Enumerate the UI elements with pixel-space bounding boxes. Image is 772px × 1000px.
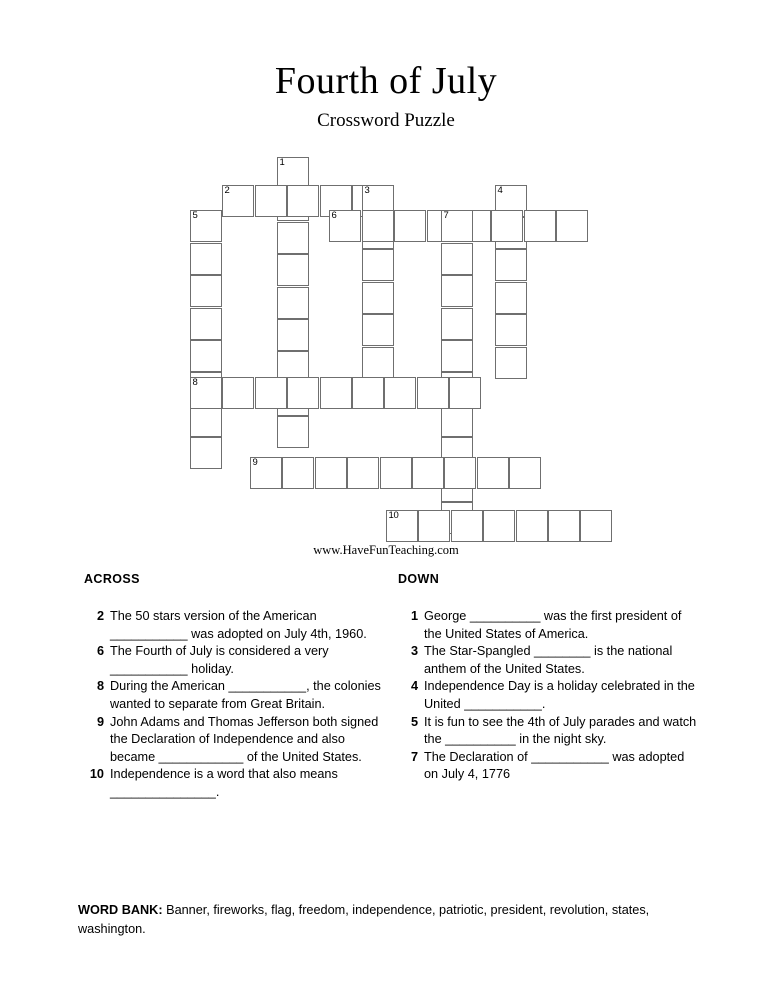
down-clues-column (398, 572, 698, 784)
crossword-cell-number: 7 (443, 210, 449, 221)
crossword-cell[interactable] (524, 210, 556, 242)
crossword-cell[interactable] (384, 377, 416, 409)
clue-text: The Declaration of ___________ was adopted on July 4, 1776 (424, 749, 685, 782)
clue-number: 6 (96, 644, 104, 659)
crossword-cell[interactable] (222, 377, 254, 409)
clue-item (398, 608, 698, 643)
crossword-cell[interactable] (441, 275, 473, 307)
clue-item (84, 714, 384, 767)
clue-number: 9 (96, 714, 104, 729)
clue-number: 7 (410, 749, 418, 764)
clue-number: 8 (96, 679, 104, 694)
crossword-cell[interactable] (394, 210, 426, 242)
clue-text: John Adams and Thomas Jefferson both signed the Declaration of Independence and also became ____________ of the United States. (110, 714, 379, 764)
crossword-cell[interactable] (418, 510, 450, 542)
crossword-cell[interactable] (556, 210, 588, 242)
crossword-cell[interactable] (495, 314, 527, 346)
crossword-cell-start-5[interactable] (190, 210, 222, 242)
crossword-cell[interactable] (277, 254, 309, 286)
crossword-cell[interactable] (190, 405, 222, 437)
crossword-cell[interactable] (444, 457, 476, 489)
crossword-cell[interactable] (548, 510, 580, 542)
crossword-cell[interactable] (441, 243, 473, 275)
clue-item (84, 643, 384, 678)
crossword-cell[interactable] (451, 510, 483, 542)
crossword-cell[interactable] (483, 510, 515, 542)
clue-item (84, 678, 384, 713)
crossword-cell[interactable] (190, 275, 222, 307)
clue-text: The 50 stars version of the American ___________ was adopted on July 4th, 1960. (110, 609, 367, 641)
clue-item (398, 749, 698, 784)
crossword-cell-number: 3 (364, 185, 370, 196)
crossword-cell[interactable] (190, 308, 222, 340)
clue-text: During the American ___________, the colonies wanted to separate from Great Britain. (110, 679, 381, 711)
crossword-cell[interactable] (580, 510, 612, 542)
page-subtitle: Crossword Puzzle (317, 109, 455, 131)
crossword-cell-start-2[interactable] (222, 185, 254, 217)
crossword-cell[interactable] (477, 457, 509, 489)
crossword-cell[interactable] (441, 340, 473, 372)
crossword-cell-number: 4 (497, 185, 503, 196)
crossword-cell[interactable] (287, 377, 319, 409)
across-clue-list (84, 608, 384, 802)
clue-text: Independence is a word that also means _______________. (110, 767, 338, 799)
word-bank-words: Banner, fireworks, flag, freedom, independence, patriotic, president, revolution, states, washington. (78, 903, 650, 936)
crossword-cell[interactable] (352, 377, 384, 409)
clues-section (0, 572, 772, 882)
crossword-cell-number: 9 (252, 457, 258, 468)
crossword-cell-start-10[interactable] (386, 510, 418, 542)
crossword-cell-number: 1 (279, 157, 285, 168)
crossword-cell-number: 2 (224, 185, 230, 196)
clue-number: 4 (410, 679, 418, 694)
clue-text: The Fourth of July is considered a very ___________ holiday. (110, 644, 329, 676)
crossword-cell[interactable] (277, 287, 309, 319)
clue-item (84, 766, 384, 801)
crossword-cell[interactable] (320, 377, 352, 409)
across-heading: ACROSS (84, 572, 140, 586)
clue-item (84, 608, 384, 643)
crossword-cell-start-9[interactable] (250, 457, 282, 489)
site-url: www.HaveFunTeaching.com (313, 543, 459, 557)
clue-number: 5 (410, 714, 418, 729)
crossword-cell[interactable] (412, 457, 444, 489)
crossword-cell[interactable] (516, 510, 548, 542)
word-bank-label: WORD BANK: (78, 903, 163, 917)
clue-number: 2 (96, 609, 104, 623)
crossword-cell[interactable] (380, 457, 412, 489)
crossword-cell[interactable] (362, 249, 394, 281)
across-clues-column (84, 572, 384, 802)
crossword-cell[interactable] (347, 457, 379, 489)
clue-item (398, 678, 698, 713)
crossword-cell[interactable] (441, 405, 473, 437)
crossword-cell[interactable] (190, 340, 222, 372)
crossword-cell[interactable] (277, 222, 309, 254)
clue-text: Independence Day is a holiday celebrated in the United ___________. (424, 679, 695, 711)
word-bank (78, 901, 678, 939)
crossword-cell[interactable] (287, 185, 319, 217)
crossword-cell[interactable] (449, 377, 481, 409)
crossword-cell[interactable] (277, 416, 309, 448)
crossword-cell[interactable] (362, 210, 394, 242)
crossword-cell-start-8[interactable] (190, 377, 222, 409)
clue-number: 3 (410, 644, 418, 659)
clue-number: 1 (410, 609, 418, 623)
crossword-cell[interactable] (362, 282, 394, 314)
crossword-cell-start-6[interactable] (329, 210, 361, 242)
down-heading: DOWN (398, 572, 440, 586)
crossword-cell[interactable] (495, 249, 527, 281)
crossword-cell-number: 8 (192, 377, 198, 388)
crossword-cell[interactable] (255, 185, 287, 217)
crossword-cell[interactable] (190, 243, 222, 275)
crossword-cell[interactable] (362, 314, 394, 346)
crossword-cell[interactable] (417, 377, 449, 409)
crossword-cell[interactable] (190, 437, 222, 469)
clue-item (398, 643, 698, 678)
crossword-cell[interactable] (491, 210, 523, 242)
crossword-cell-number: 6 (331, 210, 337, 221)
clue-item (398, 714, 698, 749)
crossword-cell-number: 10 (388, 510, 399, 521)
crossword-cell[interactable] (255, 377, 287, 409)
clue-number: 10 (89, 767, 104, 782)
clue-text: George __________ was the first president of the United States of America. (424, 609, 682, 641)
crossword-cell[interactable] (315, 457, 347, 489)
crossword-cell-number: 5 (192, 210, 198, 221)
crossword-cell[interactable] (362, 347, 394, 379)
crossword-cell[interactable] (509, 457, 541, 489)
crossword-cell[interactable] (495, 282, 527, 314)
crossword-cell[interactable] (441, 308, 473, 340)
page-title: Fourth of July (274, 60, 498, 102)
crossword-cell[interactable] (277, 319, 309, 351)
crossword-cell[interactable] (282, 457, 314, 489)
crossword-cell[interactable] (495, 347, 527, 379)
clue-text: It is fun to see the 4th of July parades and watch the __________ in the night sky. (424, 714, 697, 747)
clue-text: The Star-Spangled ________ is the national anthem of the United States. (424, 644, 673, 676)
down-clue-list (398, 608, 698, 784)
crossword-cell-start-7[interactable] (441, 210, 473, 242)
